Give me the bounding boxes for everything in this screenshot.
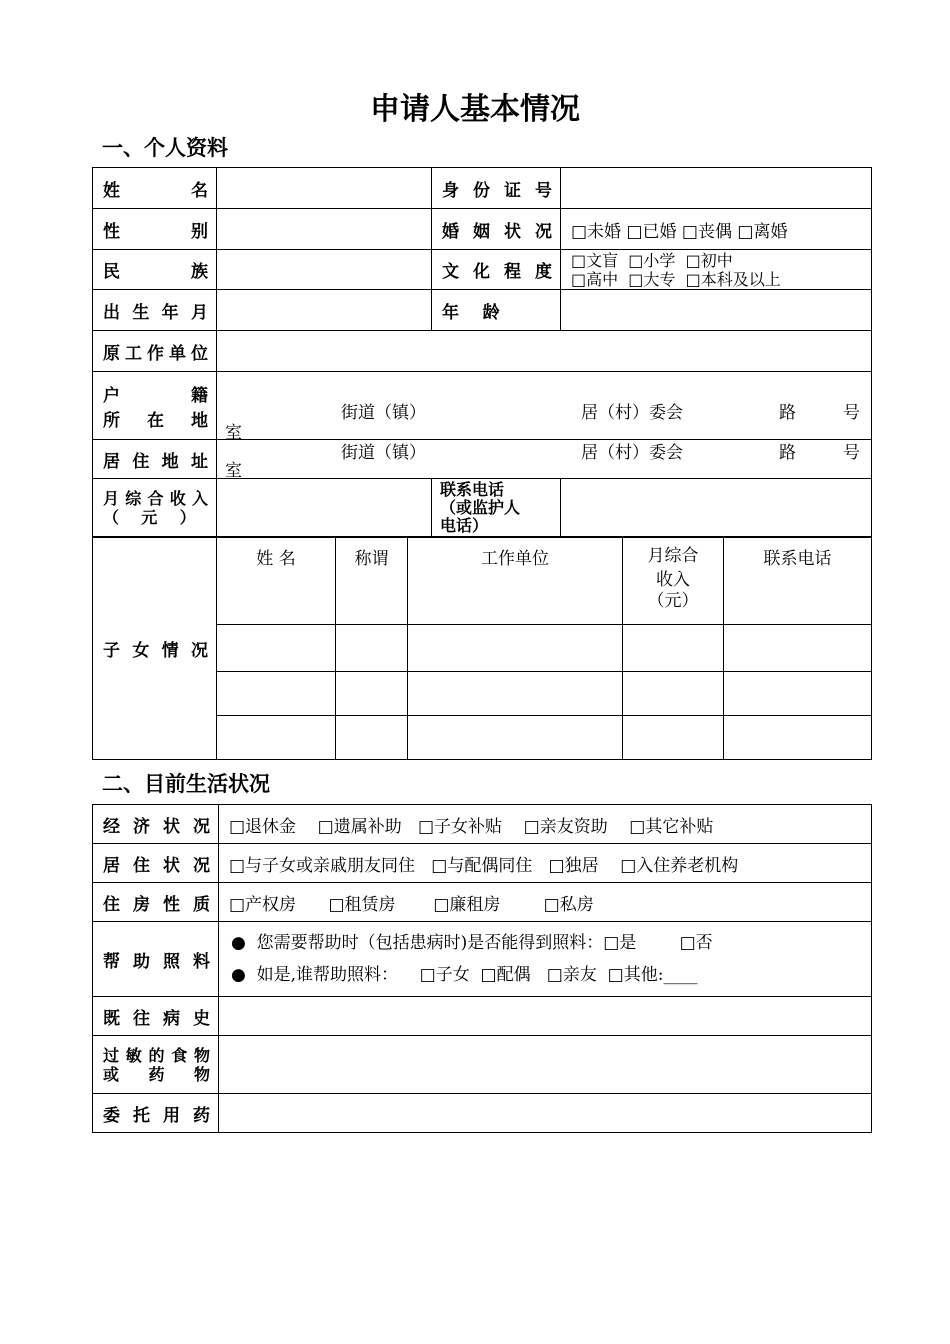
child-work-header: 工作单位 [408,538,623,625]
contact-phone-field[interactable] [561,479,872,537]
child-phone-header: 联系电话 [724,538,872,625]
contact-phone-label: 联系电话 （或监护人 电话） [432,479,561,537]
medication-field[interactable] [219,1094,872,1133]
room-label: 室 [225,461,242,481]
age-field[interactable] [561,290,872,331]
number-label: 号 [843,403,860,423]
care-help-options[interactable]: ● 您需要帮助时（包括患病时)是否能得到照料：□是 □否 ● 如是,谁帮助照料： □子女 □配偶 □亲友 □其他:____ [219,922,872,997]
work-unit-field[interactable] [217,331,872,372]
ethnicity-field[interactable] [217,250,432,290]
care-help-label: 帮助照料 [93,922,219,997]
gender-label: 性别 [93,209,217,250]
birth-date-label: 出生年月 [93,290,217,331]
housing-type-label: 住房性质 [93,883,219,922]
page-title: 申请人基本情况 [370,92,580,127]
medical-history-label: 既往病史 [93,997,219,1036]
monthly-income-label: 月综合收入 （ 元 ） [93,479,217,537]
committee-label: 居（村）委会 [581,443,683,463]
street-label: 街道（镇） [341,443,426,463]
children-label: 子女情况 [93,538,217,760]
work-unit-label: 原工作单位 [93,331,217,372]
child-relation-header: 称谓 [336,538,408,625]
personal-info-table [92,167,872,537]
allergy-field[interactable] [219,1036,872,1094]
committee-label: 居（村）委会 [581,403,683,423]
living-arrangement-options[interactable]: □与子女或亲戚朋友同住 □与配偶同住 □独居 □入住养老机构 [219,844,872,883]
allergy-label: 过敏的食物 或药物 [93,1036,219,1094]
education-options[interactable]: □文盲 □小学 □初中 □高中 □大专 □本科及以上 [561,250,872,290]
hukou-address-field[interactable] [217,372,872,443]
section-personal-info-heading: 一、个人资料 [102,136,228,160]
economy-label: 经济状况 [93,805,219,844]
birth-date-field[interactable] [217,290,432,331]
medication-label: 委托用药 [93,1094,219,1133]
name-field[interactable] [217,168,432,209]
id-number-label: 身份证号 [432,168,561,209]
child-name-header: 姓 名 [217,538,336,625]
street-label: 街道（镇） [341,403,426,423]
section-living-status-heading: 二、目前生活状况 [102,772,270,796]
gender-field[interactable] [217,209,432,250]
ethnicity-label: 民族 [93,250,217,290]
children-table [92,537,872,760]
road-label: 路 [779,403,796,423]
medical-history-field[interactable] [219,997,872,1036]
road-label: 路 [779,443,796,463]
marital-status-label: 婚姻状况 [432,209,561,250]
education-label: 文化程度 [432,250,561,290]
economy-options[interactable]: □退休金 □遗属补助 □子女补贴 □亲友资助 □其它补贴 [219,805,872,844]
living-arrangement-label: 居住状况 [93,844,219,883]
age-label: 年 龄 [432,290,561,331]
living-status-table [92,804,872,1133]
name-label: 姓名 [93,168,217,209]
id-number-field[interactable] [561,168,872,209]
room-label: 室 [225,423,242,443]
child-income-header: 月综合 收入 （元） [623,538,724,625]
marital-status-options[interactable]: □未婚 □已婚 □丧偶 □离婚 [561,209,872,250]
monthly-income-field[interactable] [217,479,432,537]
hukou-label: 户籍 所在地 [93,372,217,440]
number-label: 号 [843,443,860,463]
residence-address-field[interactable] [217,440,872,479]
housing-type-options[interactable]: □产权房 □租赁房 □廉租房 □私房 [219,883,872,922]
residence-address-label: 居住地址 [93,440,217,479]
